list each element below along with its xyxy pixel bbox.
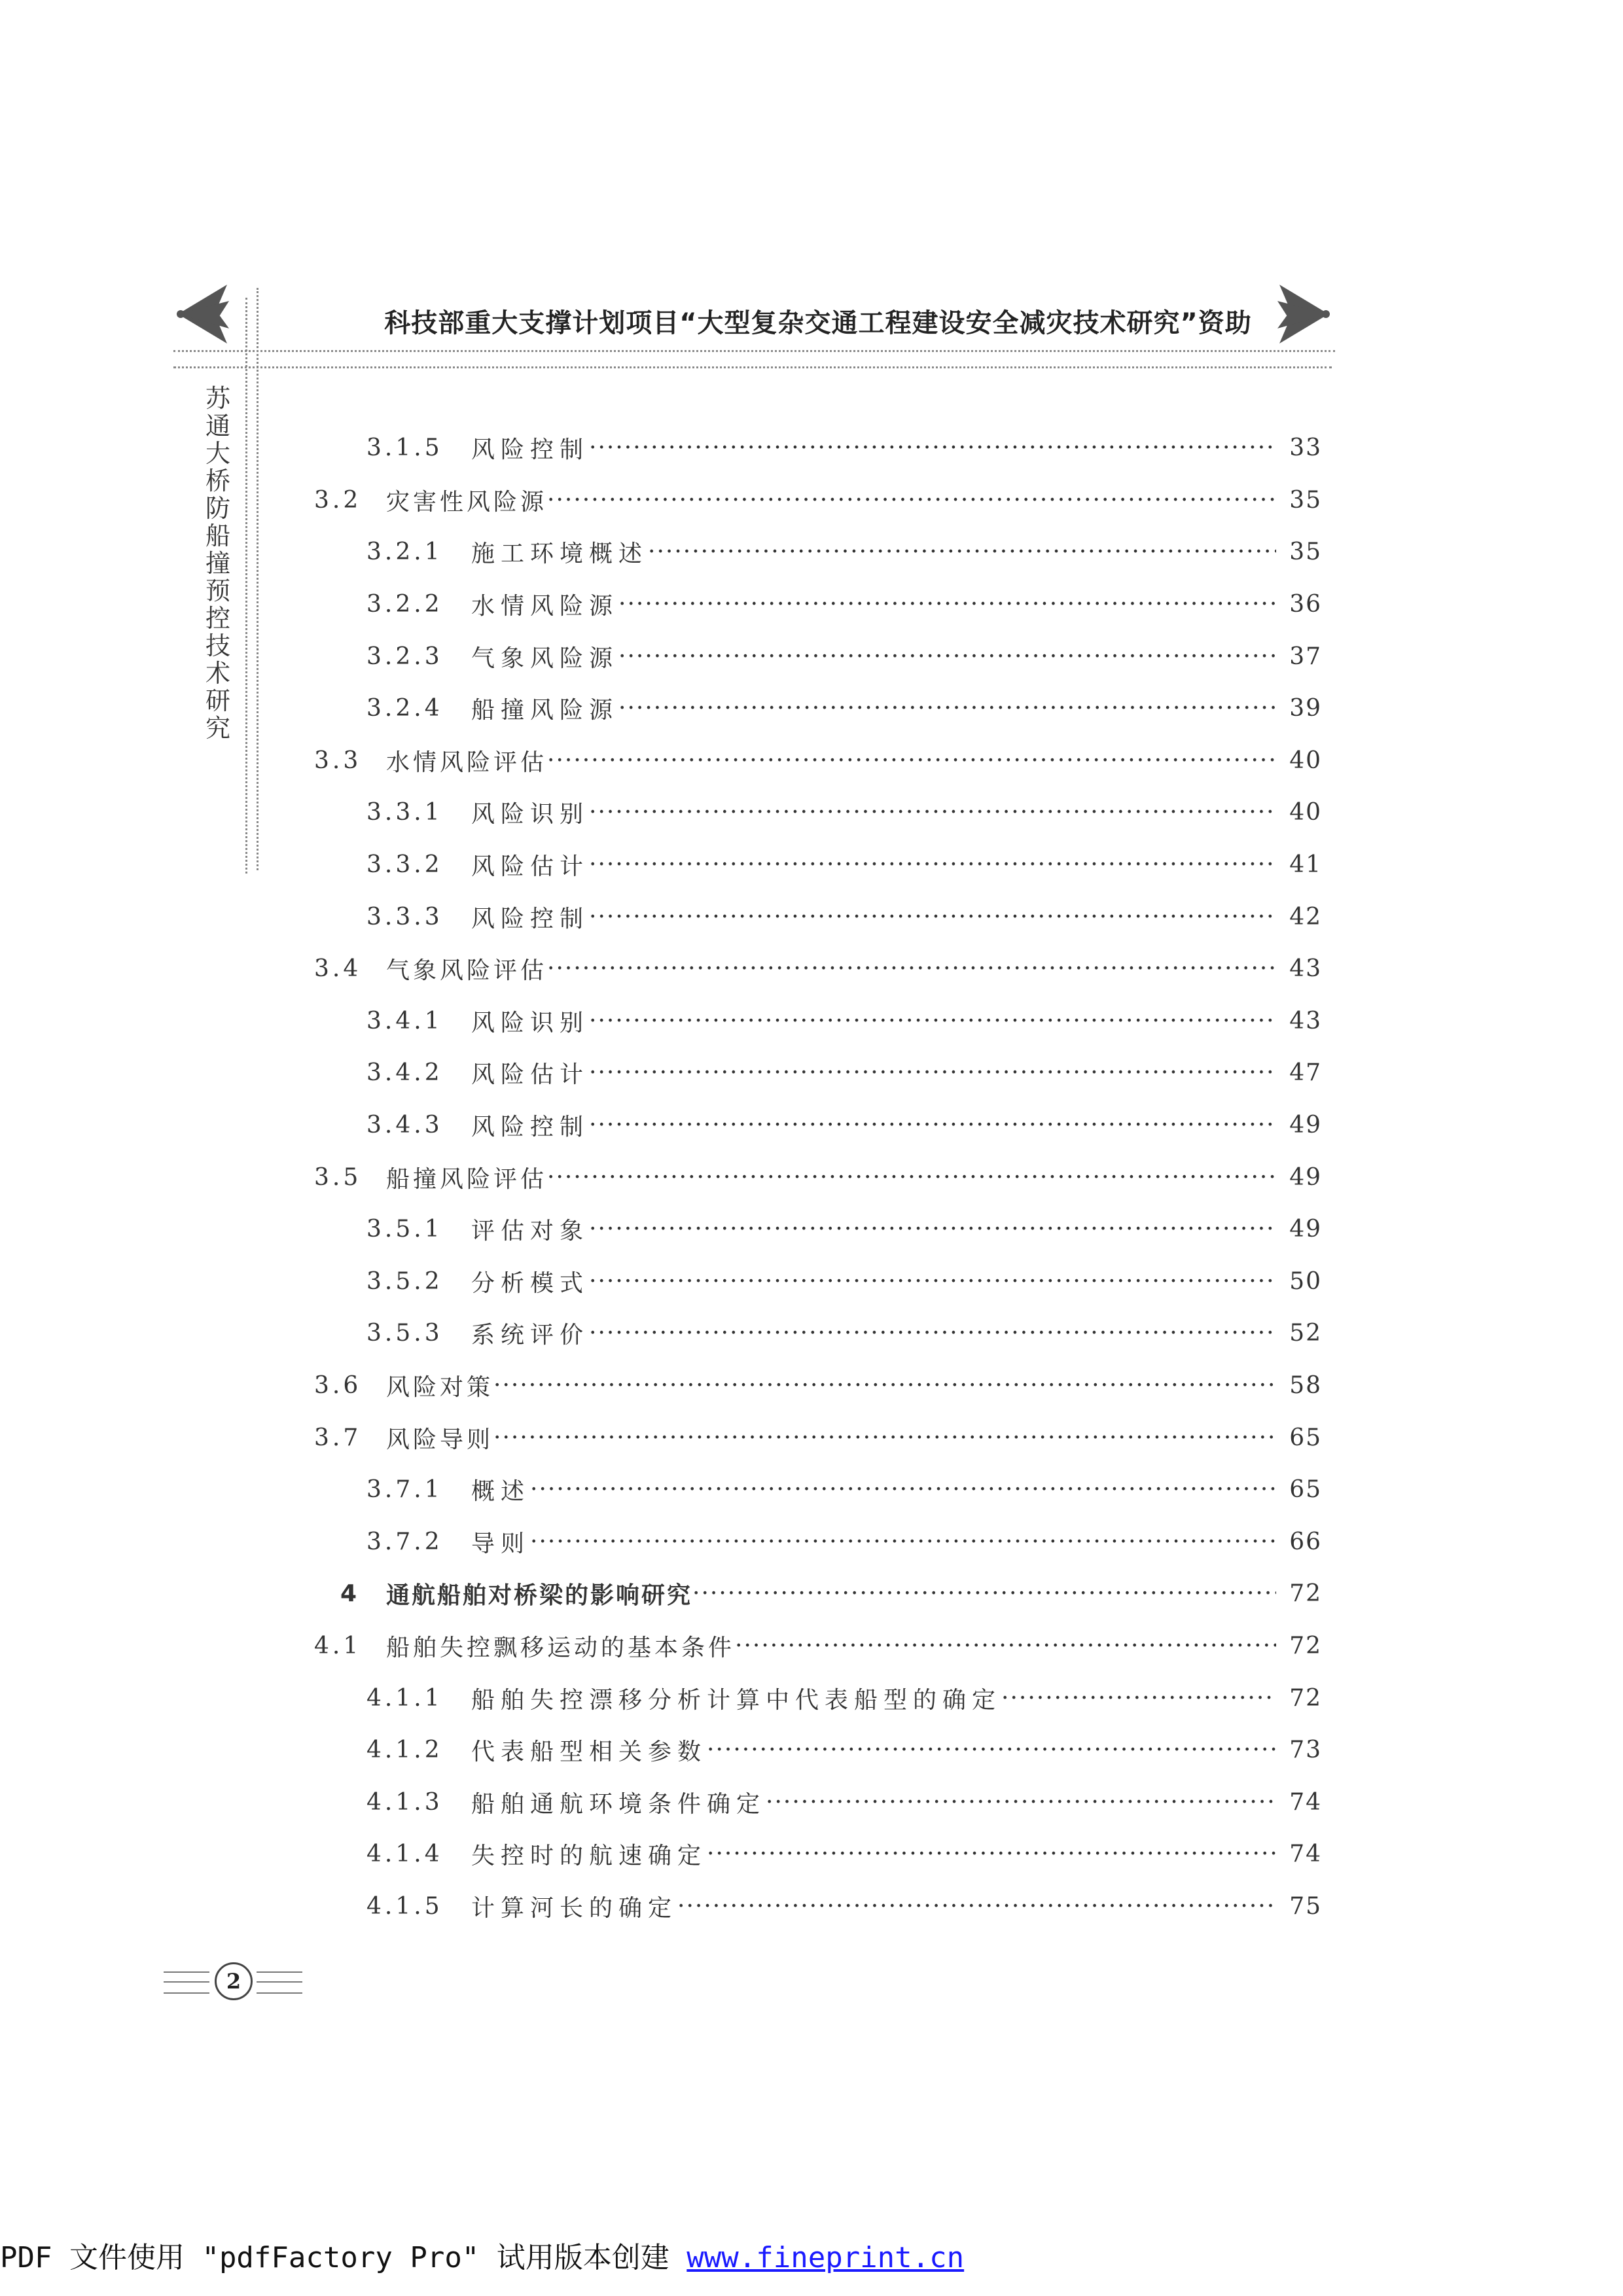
toc-dot-leader xyxy=(707,1841,1276,1867)
toc-entry-title: 施工环境概述 xyxy=(471,540,649,568)
toc-entry-page: 37 xyxy=(1289,643,1322,670)
toc-dot-leader xyxy=(707,1737,1276,1763)
toc-entry-title: 失控时的航速确定 xyxy=(471,1843,707,1870)
toc-entry-page: 41 xyxy=(1289,851,1322,879)
header-rule-bottom xyxy=(173,366,1332,368)
toc-entry[interactable] xyxy=(340,1828,1322,1881)
toc-dot-leader xyxy=(547,487,1276,514)
toc-entry-number: 4.1.2 xyxy=(366,1737,443,1764)
toc-entry-page: 49 xyxy=(1289,1163,1322,1191)
toc-entry-title: 气象风险评估 xyxy=(386,957,548,985)
toc-entry-title: 风险识别 xyxy=(471,801,590,828)
toc-entry-title: 导则 xyxy=(471,1530,531,1557)
toc-entry-title: 船撞风险源 xyxy=(471,697,619,724)
toc-entry-title: 风险控制 xyxy=(471,436,590,464)
toc-entry-page: 66 xyxy=(1289,1528,1322,1555)
toc-entry-page: 36 xyxy=(1289,591,1322,618)
toc-entry-title: 风险控制 xyxy=(471,1114,590,1141)
toc-dot-leader xyxy=(589,1059,1276,1086)
toc-entry-page: 35 xyxy=(1289,486,1322,514)
toc-entry-page: 40 xyxy=(1289,747,1322,774)
toc-entry[interactable] xyxy=(314,1151,1322,1203)
toc-entry-title: 风险估计 xyxy=(471,853,590,881)
toc-entry-title: 代表船型相关参数 xyxy=(471,1739,707,1766)
toc-entry[interactable] xyxy=(340,1256,1322,1308)
toc-entry-number: 3.3.3 xyxy=(366,903,443,930)
toc-entry-number: 4.1.4 xyxy=(366,1841,443,1868)
toc-dot-leader xyxy=(648,539,1276,565)
toc-entry[interactable] xyxy=(340,1464,1322,1516)
toc-entry[interactable] xyxy=(340,578,1322,631)
toc-entry[interactable] xyxy=(340,630,1322,682)
toc-dot-leader xyxy=(618,695,1276,722)
toc-entry-number: 4.1.3 xyxy=(366,1788,443,1816)
toc-entry[interactable] xyxy=(340,995,1322,1048)
toc-entry-page: 47 xyxy=(1289,1059,1322,1087)
toc-dot-leader xyxy=(618,643,1276,670)
toc-entry-title: 分析模式 xyxy=(471,1269,590,1297)
toc-entry[interactable] xyxy=(314,1411,1322,1464)
toc-entry-title: 通航船舶对桥梁的影响研究 xyxy=(386,1582,693,1610)
toc-entry-page: 52 xyxy=(1289,1320,1322,1347)
toc-entry-title: 船舶失控飘移运动的基本条件 xyxy=(386,1634,736,1661)
header-rule-top xyxy=(173,350,1335,352)
toc-entry-number: 3.4.1 xyxy=(366,1007,443,1034)
toc-entry-title: 气象风险源 xyxy=(471,645,619,672)
toc-entry[interactable] xyxy=(340,1881,1322,1933)
toc-entry[interactable] xyxy=(314,1360,1322,1412)
toc-entry-number: 3.5.2 xyxy=(366,1267,443,1295)
left-fan-ornament-icon xyxy=(171,281,230,347)
toc-entry-title: 风险估计 xyxy=(471,1061,590,1089)
toc-entry-number: 3.2.1 xyxy=(366,539,443,566)
toc-entry[interactable] xyxy=(340,682,1322,735)
toc-entry-number: 4 xyxy=(340,1580,361,1608)
toc-entry-number: 3.5.1 xyxy=(366,1216,443,1243)
page-badge-right-lines xyxy=(257,1971,302,1994)
toc-entry-title: 船撞风险评估 xyxy=(386,1165,548,1193)
toc-entry-number: 3.4.2 xyxy=(366,1059,443,1087)
toc-dot-leader xyxy=(735,1633,1276,1659)
toc-entry-number: 3.2.4 xyxy=(366,695,443,722)
toc-entry-number: 3.3.1 xyxy=(366,799,443,826)
toc-entry[interactable] xyxy=(340,1776,1322,1828)
toc-dot-leader xyxy=(692,1580,1276,1607)
fineprint-link[interactable]: www.fineprint.cn xyxy=(687,2241,965,2274)
toc-entry-title: 灾害性风险源 xyxy=(386,488,548,516)
toc-entry-page: 72 xyxy=(1289,1580,1322,1608)
toc-entry-page: 65 xyxy=(1289,1424,1322,1451)
toc-entry[interactable] xyxy=(314,943,1322,995)
page-number: 2 xyxy=(215,1962,253,2000)
toc-entry-page: 40 xyxy=(1289,799,1322,826)
toc-dot-leader xyxy=(766,1789,1276,1816)
toc-entry[interactable] xyxy=(340,1047,1322,1099)
toc-entry-title: 计算河长的确定 xyxy=(471,1894,678,1922)
page-number-badge xyxy=(164,1960,308,2005)
spine-rule-right xyxy=(257,288,259,870)
toc-dot-leader xyxy=(589,904,1276,930)
toc-entry-number: 3.6 xyxy=(314,1371,362,1399)
toc-dot-leader xyxy=(589,434,1276,461)
toc-entry-number: 3.2.3 xyxy=(366,643,443,670)
toc-entry[interactable] xyxy=(314,474,1322,527)
toc-dot-leader xyxy=(530,1476,1276,1503)
toc-dot-leader xyxy=(589,799,1276,826)
toc-entry[interactable] xyxy=(314,1620,1322,1672)
toc-entry-title: 系统评价 xyxy=(471,1322,590,1349)
pdf-note-text: PDF 文件使用 "pdfFactory Pro" 试用版本创建 xyxy=(0,2241,687,2274)
toc-entry-page: 73 xyxy=(1289,1737,1322,1764)
table-of-contents xyxy=(314,422,1322,1932)
toc-entry-page: 39 xyxy=(1289,695,1322,722)
toc-entry-title: 船舶失控漂移分析计算中代表船型的确定 xyxy=(471,1686,1002,1714)
toc-entry-title: 评估对象 xyxy=(471,1218,590,1245)
toc-entry-title: 风险识别 xyxy=(471,1009,590,1036)
toc-entry[interactable] xyxy=(314,735,1322,787)
toc-entry-page: 42 xyxy=(1289,903,1322,930)
header-title: 科技部重大支撑计划项目“大型复杂交通工程建设安全减灾技术研究”资助 xyxy=(384,308,1252,338)
toc-entry-title: 船舶通航环境条件确定 xyxy=(471,1790,766,1818)
toc-entry-number: 3.7.2 xyxy=(366,1528,443,1555)
toc-entry-page: 72 xyxy=(1289,1632,1322,1659)
toc-entry-title: 风险导则 xyxy=(386,1426,494,1453)
toc-dot-leader xyxy=(547,747,1276,774)
right-fan-ornament-icon xyxy=(1276,281,1335,347)
toc-entry-number: 4.1.1 xyxy=(366,1684,443,1712)
toc-entry[interactable] xyxy=(340,1568,1322,1620)
toc-entry-number: 3.2.2 xyxy=(366,591,443,618)
toc-entry[interactable] xyxy=(340,839,1322,891)
toc-entry[interactable] xyxy=(340,526,1322,578)
toc-entry[interactable] xyxy=(340,1672,1322,1724)
toc-entry[interactable] xyxy=(340,1307,1322,1360)
toc-entry-number: 3.3.2 xyxy=(366,851,443,879)
toc-dot-leader xyxy=(589,1320,1276,1347)
toc-entry[interactable] xyxy=(340,1724,1322,1776)
toc-entry-page: 74 xyxy=(1289,1788,1322,1816)
page-badge-left-lines xyxy=(164,1971,209,1994)
toc-entry-page: 58 xyxy=(1289,1371,1322,1399)
toc-entry-number: 3.7.1 xyxy=(366,1476,443,1504)
toc-entry[interactable] xyxy=(340,786,1322,839)
toc-entry-title: 风险对策 xyxy=(386,1373,494,1401)
toc-entry-page: 72 xyxy=(1289,1684,1322,1712)
book-title-vertical: 苏通大桥防船撞预控技术研究 xyxy=(205,384,230,743)
toc-dot-leader xyxy=(589,1268,1276,1295)
toc-entry-number: 3.4.3 xyxy=(366,1112,443,1139)
toc-entry-title: 水情风险源 xyxy=(471,593,619,620)
toc-entry-page: 49 xyxy=(1289,1216,1322,1243)
toc-entry[interactable] xyxy=(340,1099,1322,1152)
toc-entry-number: 3.3 xyxy=(314,747,362,774)
toc-dot-leader xyxy=(677,1893,1276,1920)
toc-dot-leader xyxy=(589,1112,1276,1139)
toc-dot-leader xyxy=(547,1164,1276,1191)
toc-entry-number: 3.5.3 xyxy=(366,1320,443,1347)
toc-dot-leader xyxy=(1001,1685,1276,1712)
toc-entry-number: 3.4 xyxy=(314,955,362,983)
toc-entry-page: 33 xyxy=(1289,434,1322,462)
toc-entry-page: 65 xyxy=(1289,1476,1322,1504)
toc-entry-number: 3.5 xyxy=(314,1163,362,1191)
toc-dot-leader xyxy=(530,1528,1276,1555)
toc-entry-page: 43 xyxy=(1289,1007,1322,1034)
toc-entry[interactable] xyxy=(340,891,1322,943)
toc-entry-number: 4.1.5 xyxy=(366,1892,443,1920)
toc-entry[interactable] xyxy=(340,1515,1322,1568)
toc-entry-page: 43 xyxy=(1289,955,1322,983)
toc-dot-leader xyxy=(493,1372,1276,1399)
toc-dot-leader xyxy=(618,591,1276,618)
toc-entry-page: 75 xyxy=(1289,1892,1322,1920)
toc-entry-number: 3.7 xyxy=(314,1424,362,1451)
toc-entry-page: 35 xyxy=(1289,539,1322,566)
toc-entry-page: 50 xyxy=(1289,1267,1322,1295)
spine-rule-left xyxy=(245,298,247,874)
toc-entry-number: 4.1 xyxy=(314,1632,362,1659)
pdf-creator-note xyxy=(0,2234,964,2276)
toc-dot-leader xyxy=(589,1008,1276,1034)
toc-entry-page: 49 xyxy=(1289,1112,1322,1139)
toc-entry-title: 概述 xyxy=(471,1478,531,1506)
toc-dot-leader xyxy=(589,851,1276,878)
toc-entry[interactable] xyxy=(340,1203,1322,1256)
toc-entry-page: 74 xyxy=(1289,1841,1322,1868)
toc-entry-number: 3.1.5 xyxy=(366,434,443,462)
toc-entry-title: 水情风险评估 xyxy=(386,749,548,776)
toc-dot-leader xyxy=(589,1216,1276,1243)
toc-entry-title: 风险控制 xyxy=(471,905,590,932)
toc-entry-number: 3.2 xyxy=(314,486,362,514)
toc-entry[interactable] xyxy=(340,422,1322,474)
toc-dot-leader xyxy=(547,955,1276,982)
toc-dot-leader xyxy=(493,1424,1276,1451)
